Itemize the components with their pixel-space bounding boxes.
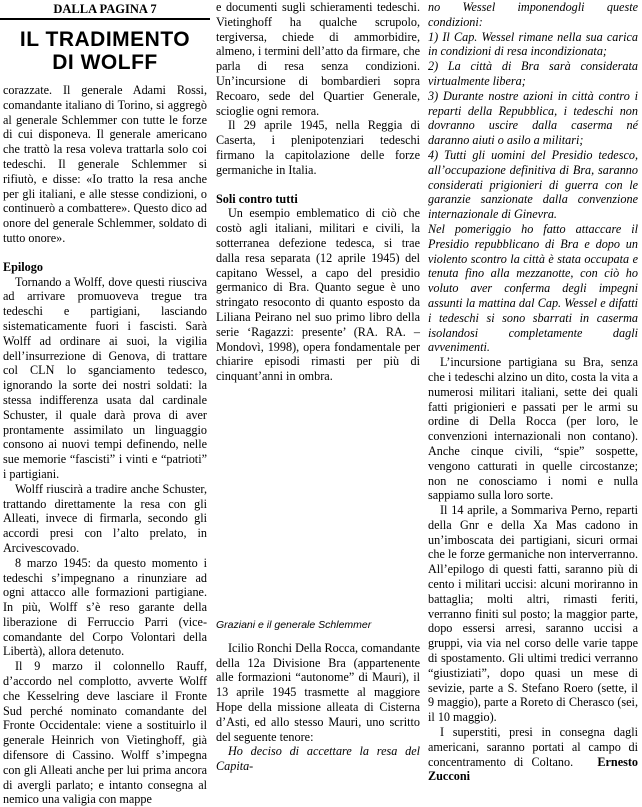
paragraph: Un esempio emblematico di ciò che costò agli italiani, militari e civili, la sotterranea defezione tedesca, si trae dalla resa separata (12 aprile 1945) del capitano Wessel, a capo del presidio germanico di Bra. Quanto segue è uno stringato resoconto di quanto esposto da Liliana Peirano nel suo primo libro della serie ‘Ragazzi: presente’ (RA. RA. – Mondovì, 1998), opera fondamentale per chiarire episodi rimasti per più di cinquant’anni in ombra. xyxy=(216,206,420,384)
headline-line-2: DI WOLFF xyxy=(52,51,158,74)
quote-line: no Wessel imponendogli queste condizioni: xyxy=(428,0,638,29)
headline-line-1: IL TRADIMENTO xyxy=(19,28,191,51)
column-3 xyxy=(428,0,639,784)
paragraph-text: I superstiti, presi in consegna dagli americani, saranno portati al campo di concentramento di Coltano. xyxy=(428,725,638,769)
quote-condition-1: 1) Il Cap. Wessel rimane nella sua carica in condizioni di resa incondizionata; xyxy=(428,29,638,59)
column-1 xyxy=(3,0,207,807)
final-paragraph xyxy=(428,725,638,784)
paragraph: Il 14 aprile, a Sommariva Perno, reparti della Gnr e della Xa Mas cadono in un’imboscata dei partigiani, sicuri ormai che le forze germaniche non interverranno. All’epilogo di questi fatti, saranno più di cento i militari uccisi: alcuni moriranno in battaglia; molti altri, rimasti feriti, verranno finiti sul posto; la maggior parte, dopo essersi arresi, saranno uccisi a gruppi, via via nel corso delle varie tappe di spostamento. Gli ultimi tredici verranno “giustiziati”, dopo quasi un mese di sevizie, parte a S. Stefano Roero (sette, il 9 maggio), parte a Roreto di Cherasco (sei, il 10 maggio). xyxy=(428,503,638,725)
paragraph: 8 marzo 1945: da questo momento i tedeschi s’impegnano a rinunziare ad ogni attacco alle formazioni partigiane. In più, Wolff s’è reso garante della liberazione di Ferruccio Parri (vice-comandante del Corpo Volontari della Libertà), allora detenuto. xyxy=(3,555,207,659)
quote-condition-3: 3) Durante nostre azioni in città contro i reparti della Repubblica, i tedeschi non dovranno uscire dalla caserma né daranno aiuti o asilo a militari; xyxy=(428,88,638,148)
quote-start: Ho deciso di accettare la resa del Capita- xyxy=(216,744,420,774)
photo-placeholder xyxy=(216,384,420,592)
quote-condition-2: 2) La città di Bra sarà considerata virtualmente libera; xyxy=(428,59,638,88)
paragraph: corazzate. Il generale Adami Rossi, comandante italiano di Torino, si aggregò al generale Schlemmer con tutte le forze di cui disponeva. Il generale americano che trattò la resa voleva trattarla solo coi tedeschi. Il generale Schlemmer si rifiutò, e disse: «Io tratto la resa anche per gli italiani, e alle stesse condizioni, o continuerò a combattere». Questo dico ad onore del generale Schlemmer, soldato di tutto onore». xyxy=(3,83,207,245)
quote-conclusion: Nel pomeriggio ho fatto attaccare il Presidio repubblicano di Bra e dopo un violento scontro la città è stata occupata e tenuta fino alla mezzanotte, con ciò ho voluto aver conferma degli impegni assunti la mattina dal Cap. Wessel e difatti i tedeschi si sono sbarrati in caserma isolandosi completamente dagli avvenimenti. xyxy=(428,221,638,355)
paragraph: Il 9 marzo il colonnello Rauff, d’accordo nel complotto, avverte Wolff che Kesselring deve lasciare il Fronte Sud perché nominato comandante del Fronte Occidentale: viene a sostituirlo il generale Heinrich von Vietinghoff, già difensore di Cassino. Wolff s’impegna con gli Alleati anche per lui prima ancora di avergli parlato; e intanto consegna al nemico una valigia con mappe xyxy=(3,659,207,807)
paragraph: Icilio Ronchi Della Rocca, comandante della 12a Divisione Bra (appartenente alle formazioni “autonome” di Mauri), il 13 aprile 1945 trasmette al maggiore Hope della missione alleata di Cisterna d’Asti, ed allo stesso Mauri, uno scritto del seguente tenore: xyxy=(216,640,420,744)
headline xyxy=(3,28,207,74)
column-2 xyxy=(216,0,420,774)
photo-caption: Graziani e il generale Schlemmer xyxy=(216,618,372,631)
author-byline: Ernesto Zucconi xyxy=(428,754,639,784)
paragraph: L’incursione partigiana su Bra, senza che i tedeschi alzino un dito, costa la vita a numerosi militari italiani, sette dei quali fatti prigionieri e passati per le armi su ordine di Della Rocca (per loro, le convenzioni internazionali non contano). Anche cinque civili, “spie” sospette, vengono catturati in quelle circostanze; non ne conosciamo i nomi e nulla sappiamo sulla loro sorte. xyxy=(428,355,638,503)
paragraph: Il 29 aprile 1945, nella Reggia di Caserta, i plenipotenziari tedeschi firmano la capitolazione delle forze germaniche in Italia. xyxy=(216,118,420,177)
paragraph: Tornando a Wolff, dove questi riusciva ad arrivare promuoveva tregue tra tedeschi e partigiani, lasciando sistematicamente fuori i fascisti. Sarà Wolff ad ordinare ai suoi, la vigilia dell’insurrezione di Genova, di trattare col CLN lo sganciamento tedesco, ignorando la sorte dei nostri soldati: la stessa indifferenza usata dal cardinale Schuster, il quale darà prova di aver prontamente assimilato un linguaggio consono ai nuovi tempi definendo, nelle sue memorie “fascisti” i vinti e “patrioti” i partigiani. xyxy=(3,274,207,481)
quote-condition-4: 4) Tutti gli uomini del Presidio tedesco, all’occupazione definitiva di Bra, saranno considerati prigionieri di guerra con le garanzie sanzionate dalla convenzione internazionale di Ginevra. xyxy=(428,147,638,222)
subhead-epilogo: Epilogo xyxy=(3,259,43,274)
kicker: DALLA PAGINA 7 xyxy=(0,0,210,20)
paragraph: e documenti sugli schieramenti tedeschi. Vietinghoff ha qualche scrupolo, tergiversa, chiede di ammorbidire, almeno, i termini dell’atto da firmare, che parla di resa senza condizioni. Un’incursione di bombardieri sopra Recoaro, sede del Quartier Generale, scioglie ogni remora. xyxy=(216,0,420,118)
paragraph: Wolff riuscirà a tradire anche Schuster, trattando direttamente la resa con gli Alleati, invece di firmarla, secondo gli accordi presi con l’alto prelato, in Arcivescovado. xyxy=(3,481,207,555)
subhead-soli-contro-tutti: Soli contro tutti xyxy=(216,191,298,206)
